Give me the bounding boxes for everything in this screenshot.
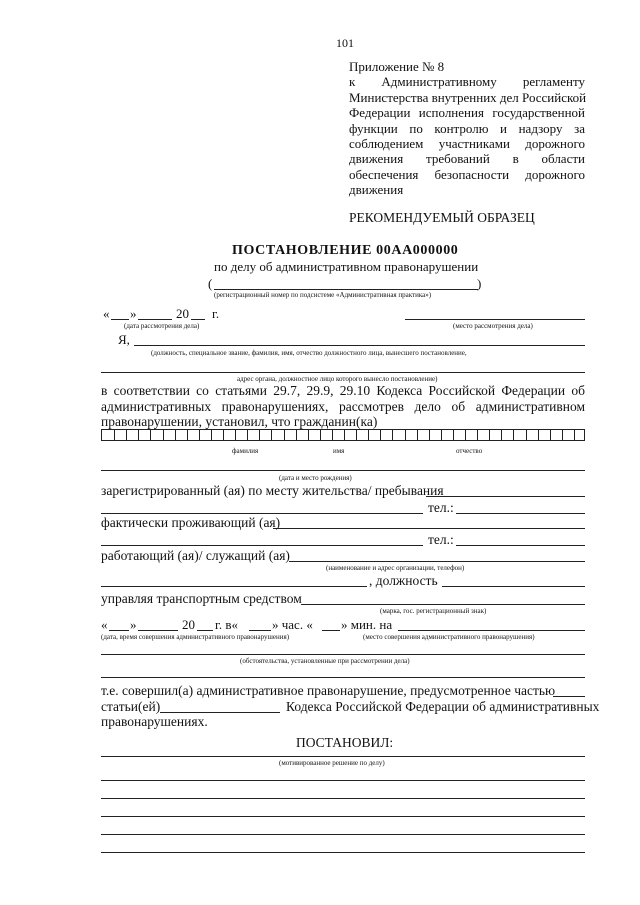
letter-cell[interactable] <box>417 430 418 440</box>
actual-label: фактически проживающий (ая) <box>101 515 281 530</box>
sample-label: РЕКОМЕНДУЕМЫЙ ОБРАЗЕЦ <box>349 210 535 225</box>
offense-place-caption: (место совершения административного правонарушения) <box>363 633 535 641</box>
org-field[interactable] <box>101 586 367 587</box>
driving-label: управляя транспортным средством <box>101 591 302 606</box>
place-field[interactable] <box>405 319 585 320</box>
letter-cell[interactable] <box>187 430 188 440</box>
circumstances-caption: (обстоятельства, установленные при рассмотрении дела) <box>240 657 410 665</box>
letter-cell[interactable] <box>405 430 406 440</box>
registered-label: зарегистрированный (ая) по месту жительства/ пребывания <box>101 483 444 498</box>
birth-caption: (дата и место рождения) <box>279 474 352 482</box>
offense-year-field[interactable] <box>197 630 213 631</box>
decision-field[interactable] <box>101 756 585 757</box>
letter-cell[interactable] <box>526 430 527 440</box>
letter-cell[interactable] <box>392 430 393 440</box>
address-caption: адрес органа, должностное лицо которого вынесло постановление) <box>237 375 438 383</box>
surname-caption: фамилия <box>232 447 259 455</box>
registered-field-2[interactable] <box>101 513 423 514</box>
reg-paren-open: ( <box>208 276 213 291</box>
annex-block <box>349 59 585 198</box>
offense-day-field[interactable] <box>109 630 129 631</box>
letter-cell[interactable] <box>513 430 514 440</box>
letter-cell[interactable] <box>284 430 285 440</box>
official-caption: (должность, специальное звание, фамилия, имя, отчество должностного лица, вынесшего постановление, <box>151 349 467 357</box>
letter-cell[interactable] <box>138 430 139 440</box>
registered-field[interactable] <box>426 496 585 497</box>
annex-line: Приложение № 8 <box>349 59 445 74</box>
article-field[interactable] <box>160 712 280 713</box>
address-field[interactable] <box>101 372 585 373</box>
patronymic-caption: отчество <box>456 447 483 455</box>
letter-cell[interactable] <box>356 430 357 440</box>
letter-cell[interactable] <box>465 430 466 440</box>
resolved-label: ПОСТАНОВИЛ: <box>296 735 394 750</box>
time-close-quote: » <box>130 617 137 632</box>
document-title: ПОСТАНОВЛЕНИЕ 00АА000000 <box>232 243 459 258</box>
reg-number-caption: (регистрационный номер по подсистеме «Административная практика») <box>214 291 432 299</box>
actual-field[interactable] <box>273 528 585 529</box>
name-caption: имя <box>333 447 345 455</box>
offense-hour-field[interactable] <box>249 630 271 631</box>
letter-cell[interactable] <box>199 430 200 440</box>
tel-label: тел.: <box>428 532 454 547</box>
letter-cell[interactable] <box>574 430 575 440</box>
letter-cell[interactable] <box>296 430 297 440</box>
letter-cell[interactable] <box>453 430 454 440</box>
letter-cell[interactable] <box>247 430 248 440</box>
letter-cell[interactable] <box>150 430 151 440</box>
offense-min-field[interactable] <box>322 630 340 631</box>
year-prefix: 20 <box>176 306 189 321</box>
birth-field[interactable] <box>101 470 585 471</box>
reg-paren-close: ) <box>477 276 482 291</box>
letter-cell[interactable] <box>259 430 260 440</box>
hour-label: » час. « <box>272 617 313 632</box>
working-label: работающий (ая)/ служащий (ая) <box>101 548 290 563</box>
letter-cell[interactable] <box>320 430 321 440</box>
letter-cell[interactable] <box>429 430 430 440</box>
year-suffix: г. <box>212 306 220 321</box>
time-open-quote: « <box>101 617 108 632</box>
annex-line: соблюдением участниками дорожного <box>349 136 585 152</box>
decision-line[interactable] <box>101 780 585 781</box>
letter-cell[interactable] <box>441 430 442 440</box>
annex-line: Министерства внутренних дел Российской <box>349 89 587 105</box>
position-label: , должность <box>369 573 438 588</box>
letter-cell[interactable] <box>489 430 490 440</box>
org-caption: (наименование и адрес организации, телефон) <box>326 564 465 572</box>
date-open-quote: « <box>103 306 110 321</box>
letter-cell[interactable] <box>501 430 502 440</box>
offense-month-field[interactable] <box>138 630 178 631</box>
letter-cell[interactable] <box>332 430 333 440</box>
offense-place-field[interactable] <box>398 630 585 631</box>
decision-line[interactable] <box>101 816 585 817</box>
annex-line: движения требований в области <box>349 151 585 167</box>
vehicle-field[interactable] <box>301 604 585 605</box>
body-line: административных правонарушениях, рассмотрев дело об административном <box>101 399 585 414</box>
letter-cell[interactable] <box>175 430 176 440</box>
decision-line[interactable] <box>101 852 585 853</box>
letter-cell[interactable] <box>380 430 381 440</box>
annex-line: обеспечения безопасности дорожного <box>349 166 585 182</box>
letter-cell[interactable] <box>223 430 224 440</box>
min-label: » мин. на <box>341 617 393 632</box>
time-year-suffix: г. в« <box>215 617 239 632</box>
date-close-quote: » <box>130 306 137 321</box>
committed-line: т.е. совершил(а) административное правонарушение, предусмотренное частью <box>101 683 556 698</box>
actual-tel-field[interactable] <box>456 545 585 546</box>
annex-line: Федерации исполнения государственной <box>349 105 585 121</box>
document-subtitle: по делу об административном правонарушении <box>214 259 479 274</box>
annex-line: движения <box>349 182 404 198</box>
letter-cell[interactable] <box>344 430 345 440</box>
letter-cell[interactable] <box>368 430 369 440</box>
reg-number-field[interactable] <box>214 289 478 290</box>
year-field[interactable] <box>191 319 205 320</box>
page-number: 101 <box>336 36 354 50</box>
position-field[interactable] <box>442 586 585 587</box>
vehicle-caption: (марка, гос. регистрационный знак) <box>380 607 487 615</box>
time-year-prefix: 20 <box>182 617 195 632</box>
place-caption: (место рассмотрения дела) <box>453 322 533 330</box>
date-caption: (дата рассмотрения дела) <box>124 322 200 330</box>
annex-line: функции по контролю и надзору за <box>349 120 585 136</box>
letter-cell[interactable] <box>211 430 212 440</box>
circumstances-field-2[interactable] <box>101 677 585 678</box>
ya-label: Я, <box>118 332 130 347</box>
decision-line[interactable] <box>101 798 585 799</box>
official-field[interactable] <box>134 345 585 346</box>
registered-tel-field[interactable] <box>456 513 585 514</box>
committed-article-label: статьи(ей) <box>101 699 161 714</box>
circumstances-field[interactable] <box>101 654 585 655</box>
decision-line[interactable] <box>101 834 585 835</box>
letter-cell[interactable] <box>550 430 551 440</box>
letter-cell[interactable] <box>538 430 539 440</box>
name-letter-grid[interactable] <box>101 429 585 441</box>
letter-cell[interactable] <box>271 430 272 440</box>
datetime-caption: (дата, время совершения административного правонарушения) <box>101 633 290 641</box>
letter-cell[interactable] <box>308 430 309 440</box>
working-field[interactable] <box>289 561 585 562</box>
decision-caption: (мотивированное решение по делу) <box>279 759 385 767</box>
tel-label: тел.: <box>428 500 454 515</box>
letter-cell[interactable] <box>235 430 236 440</box>
letter-cell[interactable] <box>477 430 478 440</box>
committed-code-label: Кодекса Российской Федерации об административных <box>286 699 600 714</box>
committed-line: правонарушениях. <box>101 714 208 729</box>
actual-field-2[interactable] <box>101 545 423 546</box>
part-field[interactable] <box>553 696 585 697</box>
body-line: правонарушении, установил, что гражданин(ка) <box>101 414 378 429</box>
body-line: в соответствии со статьями 29.7, 29.9, 29.10 Кодекса Российской Федерации об <box>101 383 585 398</box>
day-field[interactable] <box>111 319 129 320</box>
annex-line: к Административному регламенту <box>349 74 585 90</box>
letter-cell[interactable] <box>114 430 115 440</box>
letter-cell[interactable] <box>126 430 127 440</box>
letter-cell[interactable] <box>562 430 563 440</box>
month-field[interactable] <box>138 319 172 320</box>
letter-cell[interactable] <box>163 430 164 440</box>
